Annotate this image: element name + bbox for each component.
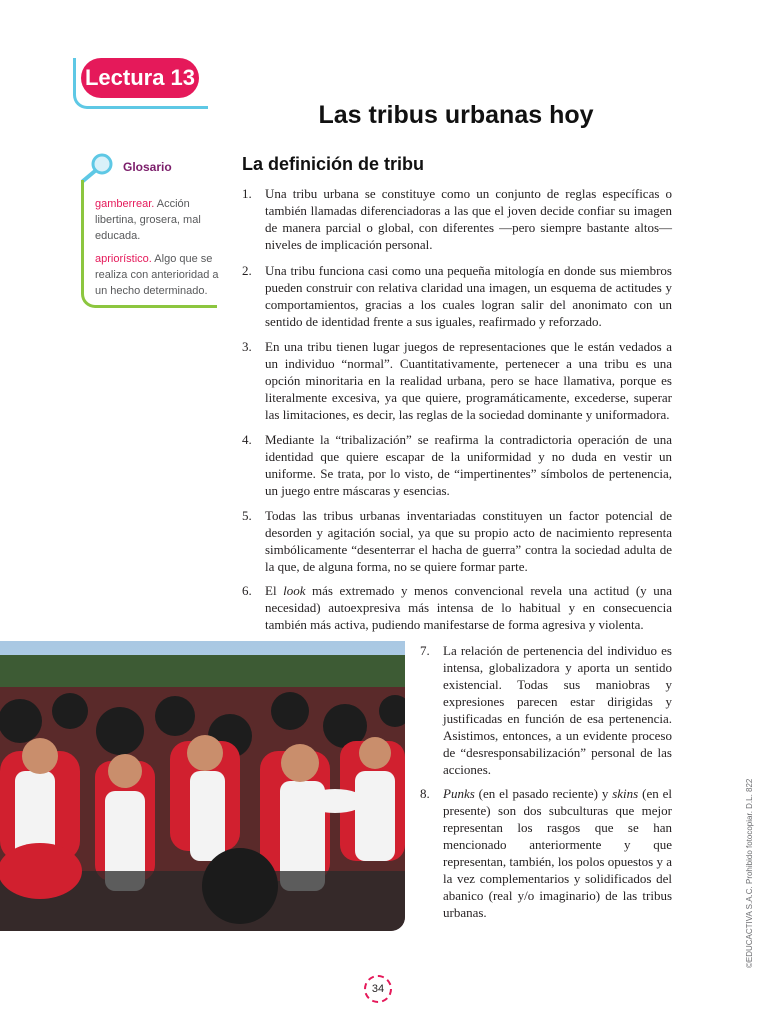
copyright-notice: ©EDUCACTIVA S.A.C. Prohibido fotocopiar. D.L. 822 [745,778,754,968]
item-number: 6. [242,583,252,598]
glossary-term: gamberrear. [95,198,155,210]
item-number: 1. [242,186,252,201]
list-item [242,507,672,575]
list-item [242,582,672,633]
item-text-em: look [283,583,306,598]
item-text-mid: (en el pasado reciente) y [474,786,613,801]
crowd-photo [0,641,405,931]
glossary-definition: Algo que se realiza con anterioridad a un hecho determinado. [95,253,219,297]
item-text: En una tribu tienen lugar juegos de representaciones que le están vedados a un individuo “normal”. Cuantitativamente, pertenecer a una tribu es una opción minoritaria en la realidad urbana, pero se hace llamativa, porque es literalmente excesiva, ya que quiere, programáticamente, excederse, superar las limitaciones, es decir, las reglas de la sociedad dominante y uniformadora. [265,339,672,422]
item-text-pre: El [265,583,284,598]
item-text: La relación de pertenencia del individuo es intensa, globalizadora y aporta un sentido existencial. Todas sus maniobras y expresiones parecen estar dirigidas y justificadas en función de esa pertenencia. Asistimos, entonces, a un evidente proceso de “desresponsabilización” personal de las acciones. [443,643,672,777]
glossary-term: apriorístico. [95,253,152,265]
list-item [420,785,672,921]
list-item [420,642,672,778]
glossary-entry [95,196,220,244]
list-item [242,431,672,499]
page-number: 34 [364,975,392,1003]
list-item [242,262,672,330]
item-number: 3. [242,339,252,354]
item-number: 2. [242,263,252,278]
item-number: 7. [420,643,430,658]
glossary-entry [95,251,220,299]
item-text-em: skins [612,786,639,801]
list-item [242,185,672,253]
crowd-illustration [0,641,405,931]
glossary-heading: Glosario [123,160,172,174]
item-text: Una tribu urbana se constituye como un conjunto de reglas específicas o también llamadas diferenciadoras a las que el joven decide confiar su imagen de manera parcial o global, con diferentes —pero siempre bastante altos— niveles de implicación personal. [265,186,672,252]
item-text: (en el presente) son dos subculturas que mejor representan los rasgos que se han mencionado anteriormente y que representan, también, los polos opuestos y a la vez complementarios y solidificados del abanico (real y/o imaginario) de las tribus urbanas. [443,786,672,920]
glossary-definition: Acción libertina, grosera, mal educada. [95,198,201,242]
page-title: Las tribus urbanas hoy [318,101,594,129]
item-text-em: Punks [443,786,475,801]
item-text: Mediante la “tribalización” se reafirma la contradictoria operación de una identidad que quiere escapar de la uniformidad y no duda en vestir un uniforme. Se trata, por lo visto, de “impertinentes” símbolos de pertenencia, un juego entre máscaras y esencias. [265,432,672,498]
item-text: Todas las tribus urbanas inventariadas constituyen un factor potencial de desorden y agitación social, ya que su propio acto de nacimiento representa simbólicamente “desenterrar el hacha de guerra” contra la sociedad adulta de la que, de alguna forma, no se quiere formar parte. [265,508,672,574]
item-number: 8. [420,786,430,801]
item-text: más extremado y menos convencional revela una actitud (y una necesidad) autoexpresiva más intensa de lo habitual y en consecuencia también más activa, pudiendo manifestarse de forma agresiva y violenta. [265,583,672,632]
item-number: 4. [242,432,252,447]
list-item [242,338,672,423]
item-number: 5. [242,508,252,523]
item-text: Una tribu funciona casi como una pequeña mitología en donde sus miembros pueden construir con relativa claridad una imagen, un esquema de actitudes y comportamientos, gracias a los cuales logran salir del anonimato con un sentido de identidad frente a sus iguales, reafirmado y reforzado. [265,263,672,329]
section-heading: La definición de tribu [242,154,425,174]
lectura-badge: Lectura 13 [81,58,199,98]
